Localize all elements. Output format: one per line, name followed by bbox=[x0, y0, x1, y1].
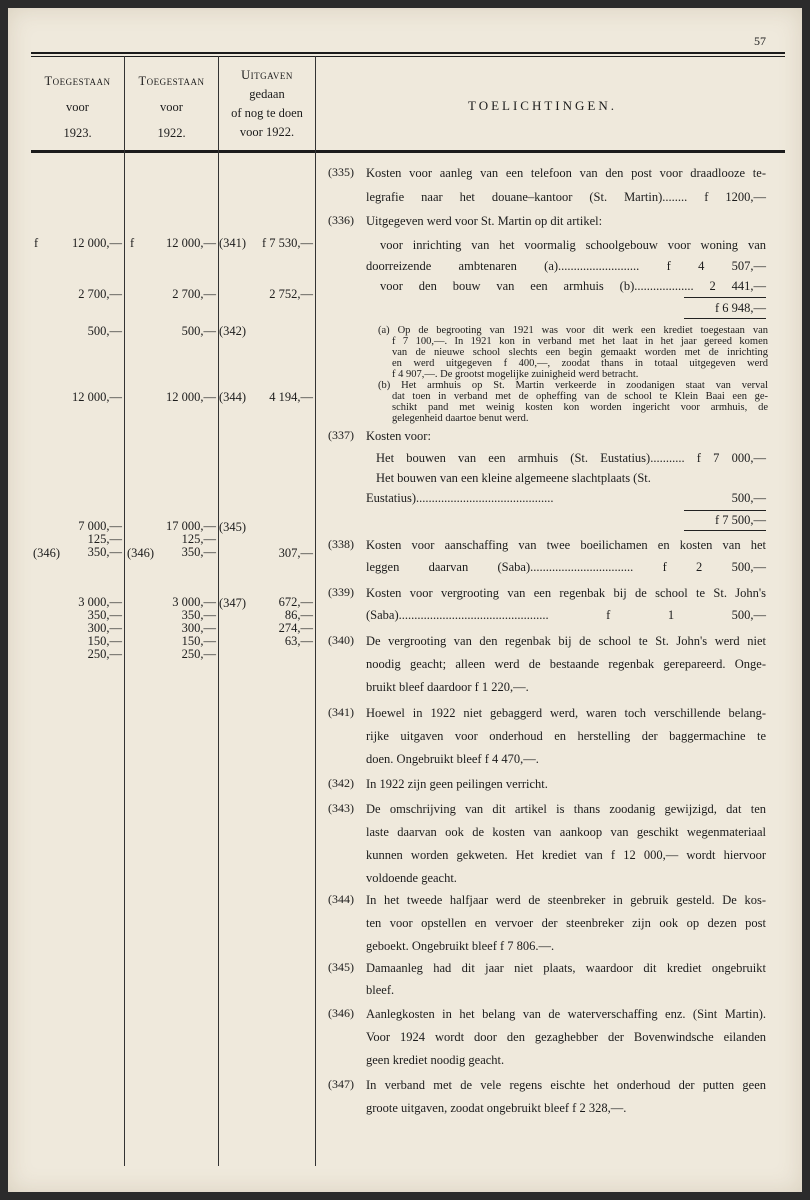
note-label: (335) bbox=[328, 165, 354, 179]
amount-group-1923: 3 000,— 350,— 300,— 150,— 250,— bbox=[78, 595, 122, 661]
column-header-1923: Toegestaan voor 1923. bbox=[44, 74, 111, 140]
amount-spent: 2 752,— bbox=[269, 287, 313, 301]
sum-rule bbox=[684, 297, 766, 298]
note-label: (341) bbox=[328, 705, 354, 719]
note-text: Eustatius)............................................ 500,— bbox=[366, 491, 766, 505]
note-text: bleef. bbox=[366, 983, 395, 997]
amount-1923: 12 000,— bbox=[72, 390, 122, 404]
note-text: bruikt bleef daardoor f 1 220,—. bbox=[366, 680, 529, 694]
note-text: Het bouwen van een armhuis (St. Eustatius)........... f 7 000,— bbox=[376, 451, 766, 465]
note-label: (343) bbox=[328, 801, 354, 815]
note-label: (342) bbox=[328, 776, 354, 790]
amount-group-1922: 17 000,— 125,— 350,— bbox=[166, 519, 216, 559]
document-page bbox=[8, 8, 802, 1192]
note-ref: (342) bbox=[219, 324, 247, 338]
header-rule-top bbox=[31, 52, 785, 54]
note-ref: (344) bbox=[219, 390, 247, 404]
column-header-1922: Toegestaan voor 1922. bbox=[138, 74, 205, 140]
sum-rule bbox=[684, 318, 766, 319]
sum-rule bbox=[684, 530, 766, 531]
amount-1922: 12 000,— bbox=[166, 236, 216, 250]
note-text: rijke uitgaven voor onderhoud en herstelling der baggermachine te bbox=[366, 729, 766, 743]
amount-1922: 500,— bbox=[181, 324, 216, 338]
amount-group-1922: 3 000,— 350,— 300,— 150,— 250,— bbox=[172, 595, 216, 661]
amount-1922: 12 000,— bbox=[166, 390, 216, 404]
page-number: 57 bbox=[754, 34, 766, 48]
column-divider-1 bbox=[124, 56, 125, 1166]
amount-spent: 307,— bbox=[278, 546, 313, 560]
note-text: Het bouwen van een kleine algemeene slachtplaats (St. bbox=[376, 471, 651, 485]
note-label: (339) bbox=[328, 585, 354, 599]
note-text: In 1922 zijn geen peilingen verricht. bbox=[366, 777, 548, 791]
note-total: f 6 948,— bbox=[714, 301, 766, 315]
note-total: f 7 500,— bbox=[714, 513, 766, 527]
column-header-toelichtingen: TOELICHTINGEN. bbox=[468, 98, 617, 113]
note-text: (Saba)................................................ f 1 500,— bbox=[366, 608, 766, 622]
note-text: Kosten voor: bbox=[366, 429, 431, 443]
header-rule-top-thin bbox=[31, 56, 785, 57]
header-rule-bottom bbox=[31, 150, 785, 153]
note-text: Kosten voor vergrooting van een regenbak bij de school te St. John's bbox=[366, 586, 766, 600]
note-text: De vergrooting van den regenbak bij de school te St. John's werd niet bbox=[366, 634, 766, 648]
note-label: (347) bbox=[328, 1077, 354, 1091]
note-text: Voor 1924 wordt door den gezaghebber der Bovenwindsche eilanden bbox=[366, 1030, 766, 1044]
note-text: Aanlegkosten in het belang van de waterverschaffing enz. (Sint Martin). bbox=[366, 1007, 766, 1021]
amount-1922: 2 700,— bbox=[172, 287, 216, 301]
note-ref: (341) bbox=[219, 236, 247, 250]
note-text: Uitgegeven werd voor St. Martin op dit artikel: bbox=[366, 214, 603, 228]
note-label: (344) bbox=[328, 892, 354, 906]
amount-group-spent: 672,— 86,— 274,— 63,— bbox=[278, 595, 313, 648]
note-label: (336) bbox=[328, 213, 354, 227]
currency-f: f bbox=[130, 236, 135, 250]
note-text: voor den bouw van een armhuis (b)................... 2 441,— bbox=[380, 279, 766, 293]
amount-spent: 4 194,— bbox=[269, 390, 313, 404]
note-text: voldoende geacht. bbox=[366, 871, 457, 885]
column-divider-3 bbox=[315, 56, 316, 1166]
note-text: De omschrijving van dit artikel is thans zoodanig gewijzigd, dat ten bbox=[366, 802, 766, 816]
note-label: (337) bbox=[328, 428, 354, 442]
note-text: In verband met de vele regens eischte het onderhoud der putten geen bbox=[366, 1078, 766, 1092]
note-label: (346) bbox=[328, 1006, 354, 1020]
note-ref: (345) bbox=[219, 520, 247, 534]
note-text: voor inrichting van het voormalig schoolgebouw voor woning van bbox=[380, 238, 766, 252]
currency-f: f bbox=[34, 236, 39, 250]
note-text: leggen daarvan (Saba)................................. f 2 500,— bbox=[366, 560, 766, 574]
note-text: laste daarvan ook de kosten van aankoop van geschikt wegenmateriaal bbox=[366, 825, 766, 839]
amount-spent: f 7 530,— bbox=[261, 236, 313, 250]
note-text: geboekt. Ongebruikt bleef f 7 806.—. bbox=[366, 939, 555, 953]
note-label: (340) bbox=[328, 633, 354, 647]
note-text: Kosten voor aanleg van een telefoon van den post voor draadlooze te- bbox=[366, 166, 766, 180]
column-header-uitgaven: Uitgaven gedaan of nog te doen voor 1922. bbox=[231, 68, 303, 139]
note-text: doorreizende ambtenaren (a).......................... f 4 507,— bbox=[366, 259, 766, 273]
note-text: kunnen worden gekweten. Het krediet van f 12 000,— wordt hiervoor bbox=[366, 848, 766, 862]
column-divider-2 bbox=[218, 56, 219, 1166]
note-ref: (346) bbox=[33, 546, 61, 560]
amount-1923: 500,— bbox=[87, 324, 122, 338]
note-ref: (347) bbox=[219, 596, 247, 610]
note-ref: (346) bbox=[127, 546, 155, 560]
note-text: Kosten voor aanschaffing van twee boeilichamen en kosten van het bbox=[366, 538, 766, 552]
note-text: geen krediet noodig geacht. bbox=[366, 1053, 505, 1067]
note-text: In het tweede halfjaar werd de steenbreker in gebruik gesteld. De kos- bbox=[366, 893, 766, 907]
note-text: ten voor opstellen en vervoer der steenbreker zijn ook op dezen post bbox=[366, 916, 766, 930]
note-text: legrafie naar het douane–kantoor (St. Martin)........ f 1200,— bbox=[366, 190, 766, 204]
note-text: doen. Ongebruikt bleef f 4 470,—. bbox=[366, 752, 539, 766]
note-text: noodig geacht; alleen werd de bestaande regenbak gerepareerd. Onge- bbox=[366, 657, 766, 671]
amount-group-1923: 7 000,— 125,— 350,— bbox=[78, 519, 122, 559]
amount-1923: 2 700,— bbox=[78, 287, 122, 301]
note-label: (338) bbox=[328, 537, 354, 551]
note-label: (345) bbox=[328, 960, 354, 974]
note-text: Damaanleg had dit jaar niet plaats, waardoor dit krediet ongebruikt bbox=[366, 961, 766, 975]
note-text: Hoewel in 1922 niet gebaggerd werd, waren toch verschillende belang- bbox=[366, 706, 766, 720]
amount-1923: 12 000,— bbox=[72, 236, 122, 250]
footnotes: (a) Op de begrooting van 1921 was voor dit werk een krediet toegestaan van f 7 100,—. In 1921 kon in verband met het laat in het jaar gereed komen van de nieuwe school slechts een begin gemaakt worden met de inrichting en werd uitgegeven f 400,—, zoodat thans in totaal uitgegeven werd f 4 907,—. De grootst mogelijke zuinigheid werd betracht. (b) Het armhuis op St. Martin verkeerde in zoodanigen staat van verval dat toen in verband met de opheffing van de school te Klein Baai een ge- schikt pand met weinig kosten kon worden ingericht voor armhuis, de gelegenheid daartoe benut werd. bbox=[378, 325, 768, 424]
note-text: groote uitgaven, zoodat ongebruikt bleef f 2 328,—. bbox=[366, 1101, 627, 1115]
